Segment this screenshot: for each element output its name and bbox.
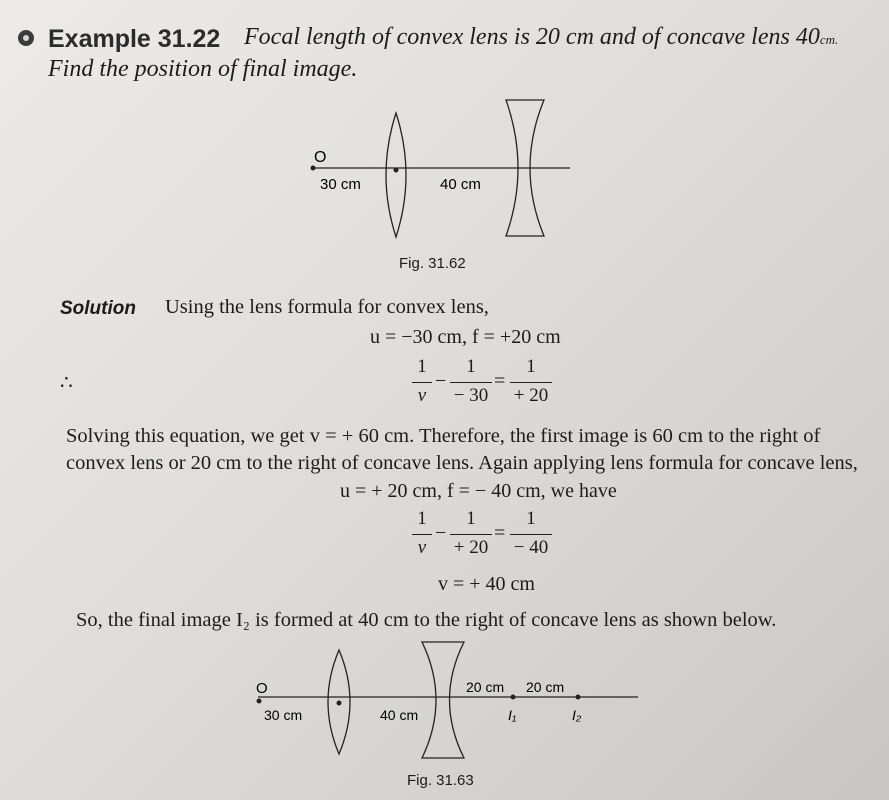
fraction-1-over-minus30: 1 − 30 <box>450 356 492 407</box>
image-i2-point <box>576 695 581 700</box>
convex-lens <box>386 113 406 237</box>
object-point-2 <box>257 699 262 704</box>
fig2-caption: Fig. 31.63 <box>407 772 474 789</box>
fig2-dist-20a: 20 cm <box>466 679 505 695</box>
fig2-i2-label: I₂ <box>572 707 582 723</box>
fig2-dist-30: 30 cm <box>264 707 303 723</box>
equation-1: u = −30 cm, f = +20 cm <box>370 326 561 348</box>
fig2-dist-40: 40 cm <box>380 707 419 723</box>
convex-lens-center-2 <box>337 701 342 706</box>
question-line-1: Focal length of convex lens is 20 cm and of concave lens 40cm. <box>244 24 839 50</box>
fraction-1-over-plus20-2: 1 + 20 <box>450 508 492 559</box>
solution-label: Solution <box>60 298 136 319</box>
fig1-caption: Fig. 31.62 <box>399 255 466 272</box>
equation-2: u = + 20 cm, f = − 40 cm, we have <box>340 480 617 502</box>
final-statement: So, the final image I₂ is formed at 40 cm to the right of concave lens as shown below. <box>76 609 777 631</box>
fig1-object-label: O <box>314 149 327 166</box>
result-equation: v = + 40 cm <box>438 573 535 595</box>
concave-lens-2 <box>422 642 464 758</box>
fig1-dist-40: 40 cm <box>440 176 481 193</box>
fig2-i1-label: I₁ <box>508 707 517 723</box>
fraction-1-over-v: 1 v <box>412 356 432 407</box>
therefore-symbol: ∴ <box>60 372 73 394</box>
object-point <box>311 166 316 171</box>
paragraph-1-line-2: convex lens or 20 cm to the right of concave lens. Again applying lens formula for concave lens, <box>66 452 858 474</box>
example-label: Example 31.22 <box>48 25 221 53</box>
figure-31-62 <box>300 95 590 245</box>
fraction-1-over-v-2: 1 v <box>412 508 432 559</box>
fraction-1-over-plus20: 1 + 20 <box>510 356 552 407</box>
question-line-2: Find the position of final image. <box>48 56 358 82</box>
image-i1-point <box>511 695 516 700</box>
paragraph-1-line-1: Solving this equation, we get v = + 60 cm. Therefore, the first image is 60 cm to the right of <box>66 425 821 447</box>
convex-lens-center <box>394 168 399 173</box>
figure-31-63 <box>250 640 650 770</box>
solution-intro: Using the lens formula for convex lens, <box>165 296 489 318</box>
bullet-icon <box>18 30 34 46</box>
fig2-object-label: O <box>256 680 268 697</box>
fig1-dist-30: 30 cm <box>320 176 361 193</box>
fraction-1-over-minus40: 1 − 40 <box>510 508 552 559</box>
fig2-dist-20b: 20 cm <box>526 679 565 695</box>
